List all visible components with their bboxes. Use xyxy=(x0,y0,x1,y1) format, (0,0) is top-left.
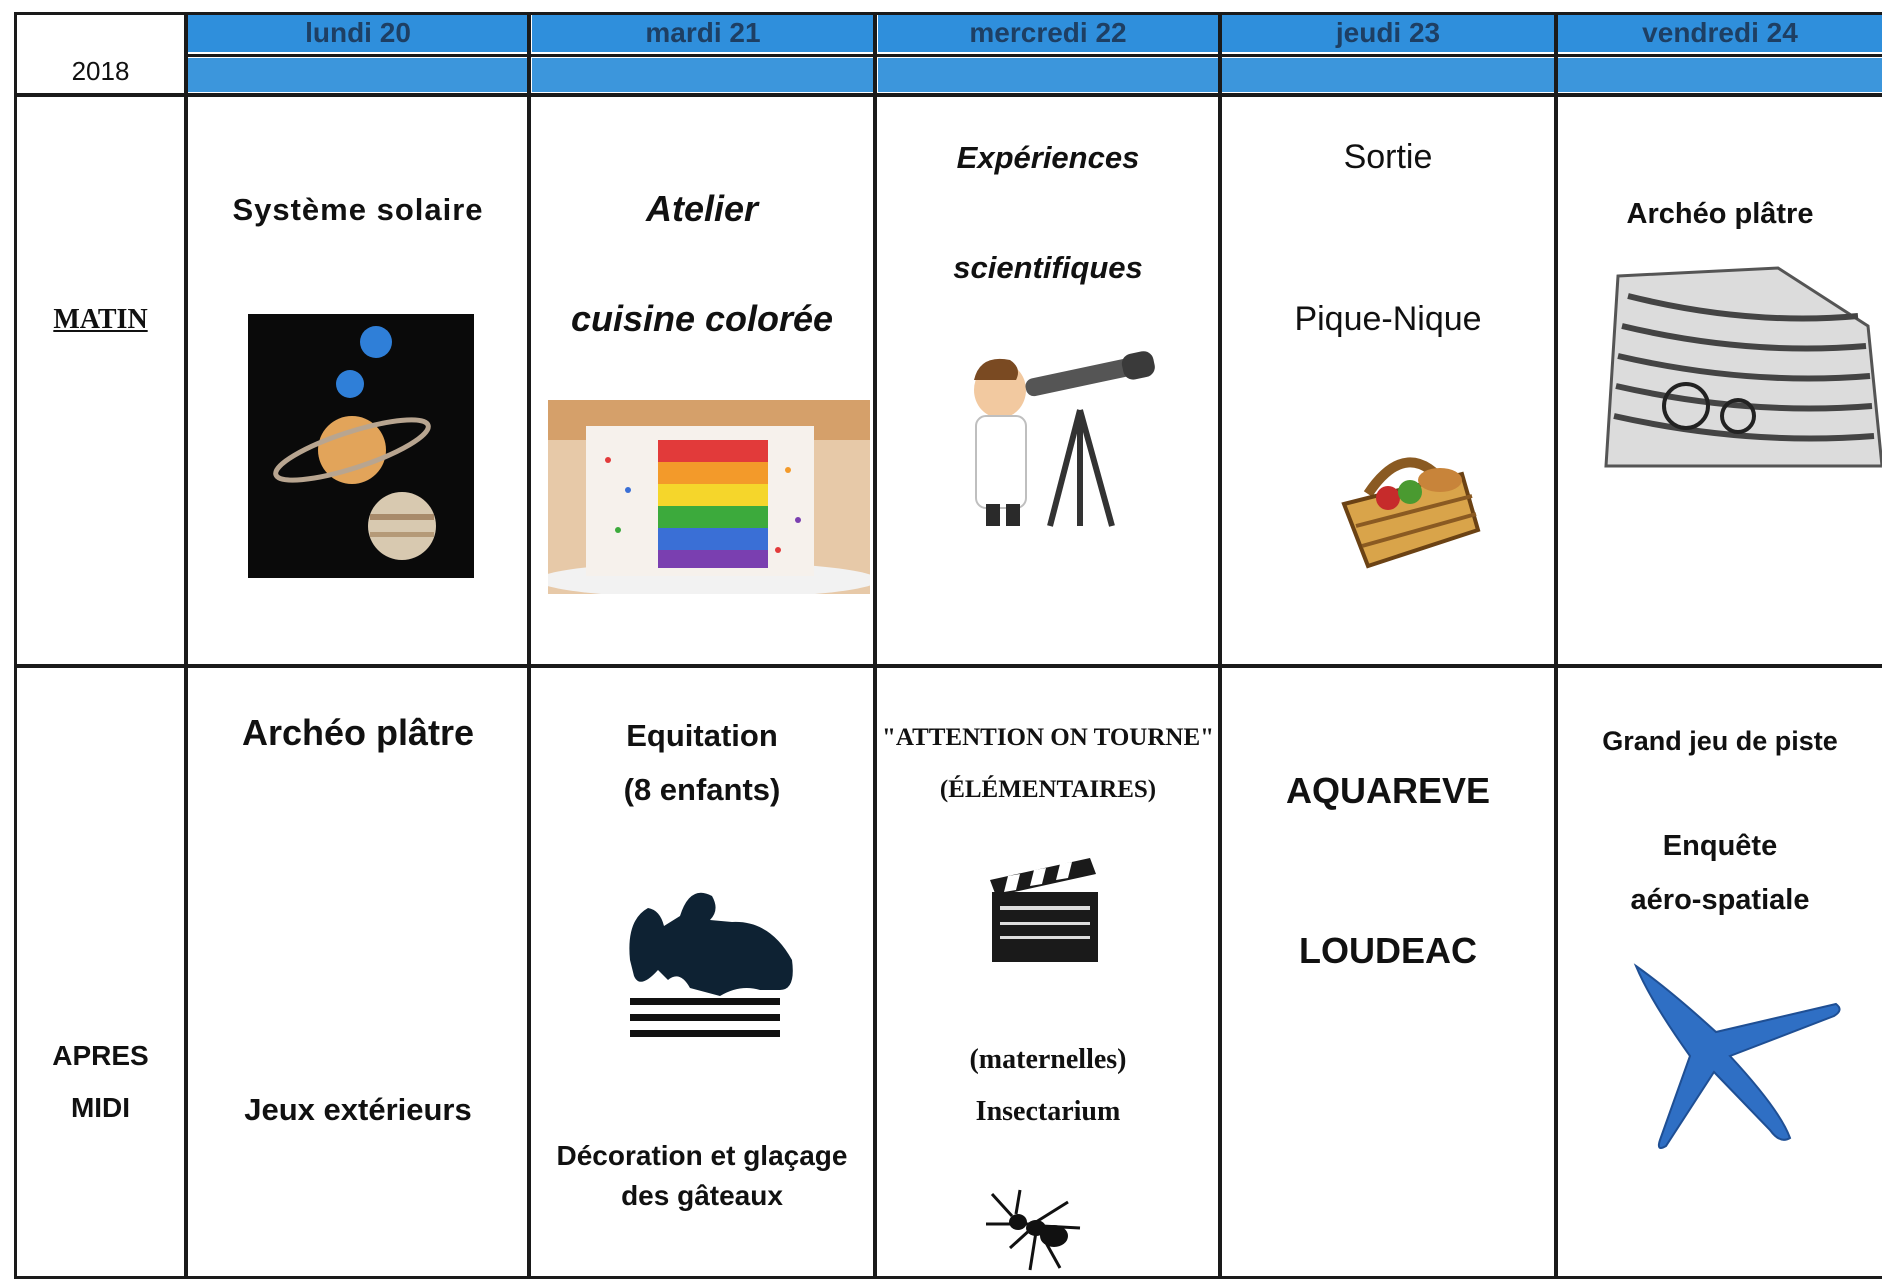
activity-title: cuisine colorée xyxy=(570,298,834,339)
activity-title: Expériences xyxy=(956,140,1140,175)
activity-title: aéro-spatiale xyxy=(1630,884,1810,916)
header-band xyxy=(188,58,528,92)
ant-icon xyxy=(980,1188,1084,1274)
header-band xyxy=(878,58,1218,92)
activity-title: Insectarium xyxy=(975,1096,1121,1127)
day-header-monday: lundi 20 xyxy=(188,14,528,52)
day-header-tuesday: mardi 21 xyxy=(532,14,874,52)
activity-title: Equitation xyxy=(626,718,778,753)
activity-title: Enquête xyxy=(1662,830,1778,862)
grid-line xyxy=(1218,12,1222,1278)
rainbow-cake-picture xyxy=(548,400,870,594)
grid-line xyxy=(14,12,17,1278)
airplane-icon xyxy=(1630,960,1846,1156)
solar-system-picture xyxy=(248,314,474,578)
clapperboard-icon xyxy=(986,856,1106,968)
row-label-morning: MATIN xyxy=(53,304,148,335)
picnic-basket-icon xyxy=(1338,434,1484,570)
horse-jump-icon xyxy=(620,880,800,1040)
grid-line xyxy=(14,664,1882,668)
row-label-afternoon: APRES xyxy=(52,1040,149,1071)
year-label: 2018 xyxy=(71,56,130,86)
activity-title: (ÉLÉMENTAIRES) xyxy=(939,776,1157,803)
grid-line xyxy=(188,54,1882,57)
activity-title: (8 enfants) xyxy=(623,772,781,807)
day-header-friday: vendredi 24 xyxy=(1558,14,1882,52)
grid-line xyxy=(14,12,1882,15)
activity-title: Grand jeu de piste xyxy=(1602,726,1838,756)
header-band xyxy=(1558,58,1882,92)
grid-line xyxy=(873,12,877,1278)
grid-line xyxy=(14,93,1882,97)
fossil-plaster-picture xyxy=(1598,266,1882,484)
activity-title: LOUDEAC xyxy=(1299,930,1477,971)
activity-title: des gâteaux xyxy=(621,1180,783,1211)
activity-title: "ATTENTION ON TOURNE" xyxy=(882,724,1214,751)
activity-title: Atelier xyxy=(645,188,759,229)
activity-title: Pique-Nique xyxy=(1294,300,1482,338)
activity-title: Archéo plâtre xyxy=(241,712,475,753)
header-band xyxy=(532,58,874,92)
header-band xyxy=(1222,58,1554,92)
grid-line xyxy=(14,1276,1882,1279)
activity-title: Système solaire xyxy=(232,192,484,227)
activity-title: Archéo plâtre xyxy=(1626,198,1814,230)
activity-title: AQUAREVE xyxy=(1285,770,1491,811)
row-label-afternoon: MIDI xyxy=(70,1092,131,1123)
telescope-scientist-icon xyxy=(950,350,1170,534)
day-header-thursday: jeudi 23 xyxy=(1222,14,1554,52)
activity-title: Sortie xyxy=(1343,138,1433,176)
activity-title: scientifiques xyxy=(953,250,1143,285)
day-header-wednesday: mercredi 22 xyxy=(878,14,1218,52)
activity-title: Décoration et glaçage xyxy=(556,1140,848,1171)
activity-title: Jeux extérieurs xyxy=(244,1092,472,1127)
activity-title: (maternelles) xyxy=(969,1044,1127,1075)
